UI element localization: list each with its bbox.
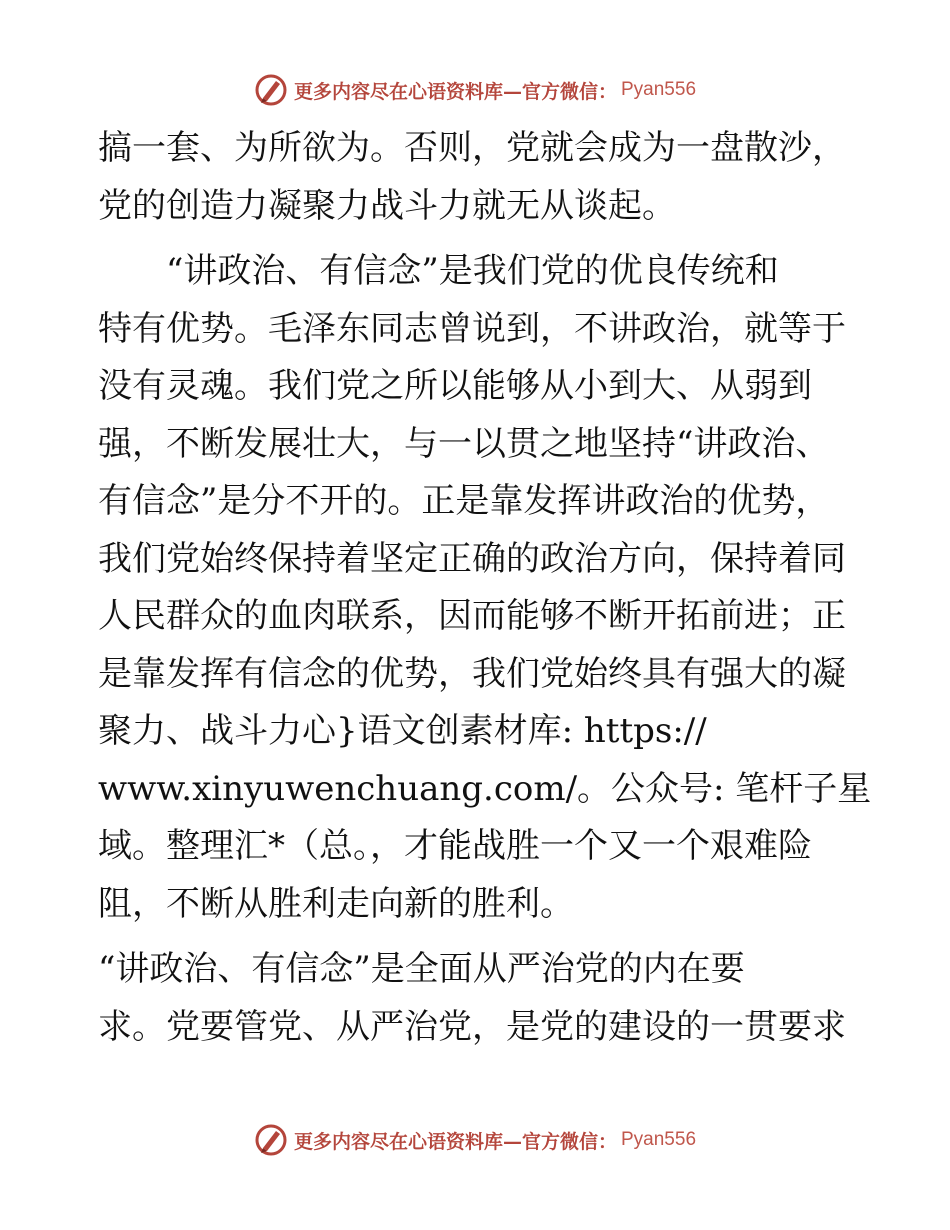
text-line: 强，不断发展壮大，与一以贯之地坚持“讲政治、 xyxy=(98,423,830,464)
header-banner-text: 更多内容尽在心语资料库—官方微信： xyxy=(293,80,617,103)
document-body xyxy=(98,120,872,1056)
text-line: 特有优势。毛泽东同志曾说到，不讲政治，就等于 xyxy=(98,308,846,349)
text-line: 党的创造力凝聚力战斗力就无从谈起。 xyxy=(98,185,676,226)
text-line: 聚力、战斗力心}语文创素材库: https:// xyxy=(98,711,707,751)
text-line: 人民群众的血肉联系，因而能够不断开拓前进；正 xyxy=(98,596,846,636)
text-line: “讲政治、有信念”是全面从严治党的内在要 xyxy=(98,949,745,989)
text-line: 阻，不断从胜利走向新的胜利。 xyxy=(98,883,574,924)
footer-banner-text: 更多内容尽在心语资料库—官方微信： xyxy=(293,1130,617,1153)
text-line: 是靠发挥有信念的优势，我们党始终具有强大的凝 xyxy=(98,653,846,694)
text-line: 域。整理汇*（总。，才能战胜一个又一个艰难险 xyxy=(98,826,812,866)
text-line: 搞一套、为所欲为。否则，党就会成为一盘散沙， xyxy=(98,128,846,168)
footer-banner xyxy=(0,1120,950,1160)
text-line: 我们党始终保持着坚定正确的政治方向，保持着同 xyxy=(98,538,846,579)
text-line: 有信念”是分不开的。正是靠发挥讲政治的优势， xyxy=(98,481,830,521)
pen-logo-icon xyxy=(254,73,288,107)
paragraph-3 xyxy=(98,941,858,1056)
header-banner xyxy=(0,70,950,110)
text-line: 没有灵魂。我们党之所以能够从小到大、从弱到 xyxy=(98,366,812,406)
paragraph-1 xyxy=(98,120,858,235)
pen-logo-icon xyxy=(254,1123,288,1157)
footer-wechat-id: Pyan556 xyxy=(621,1129,697,1150)
text-line: “讲政治、有信念”是我们党的优良传统和 xyxy=(98,251,779,291)
header-wechat-id: Pyan556 xyxy=(621,79,697,100)
text-line: 求。党要管党、从严治党，是党的建设的一贯要求 xyxy=(98,1006,846,1047)
paragraph-2 xyxy=(98,243,872,933)
text-line: www.xinyuwenchuang.com/。公众号: 笔杆子星 xyxy=(98,768,872,809)
